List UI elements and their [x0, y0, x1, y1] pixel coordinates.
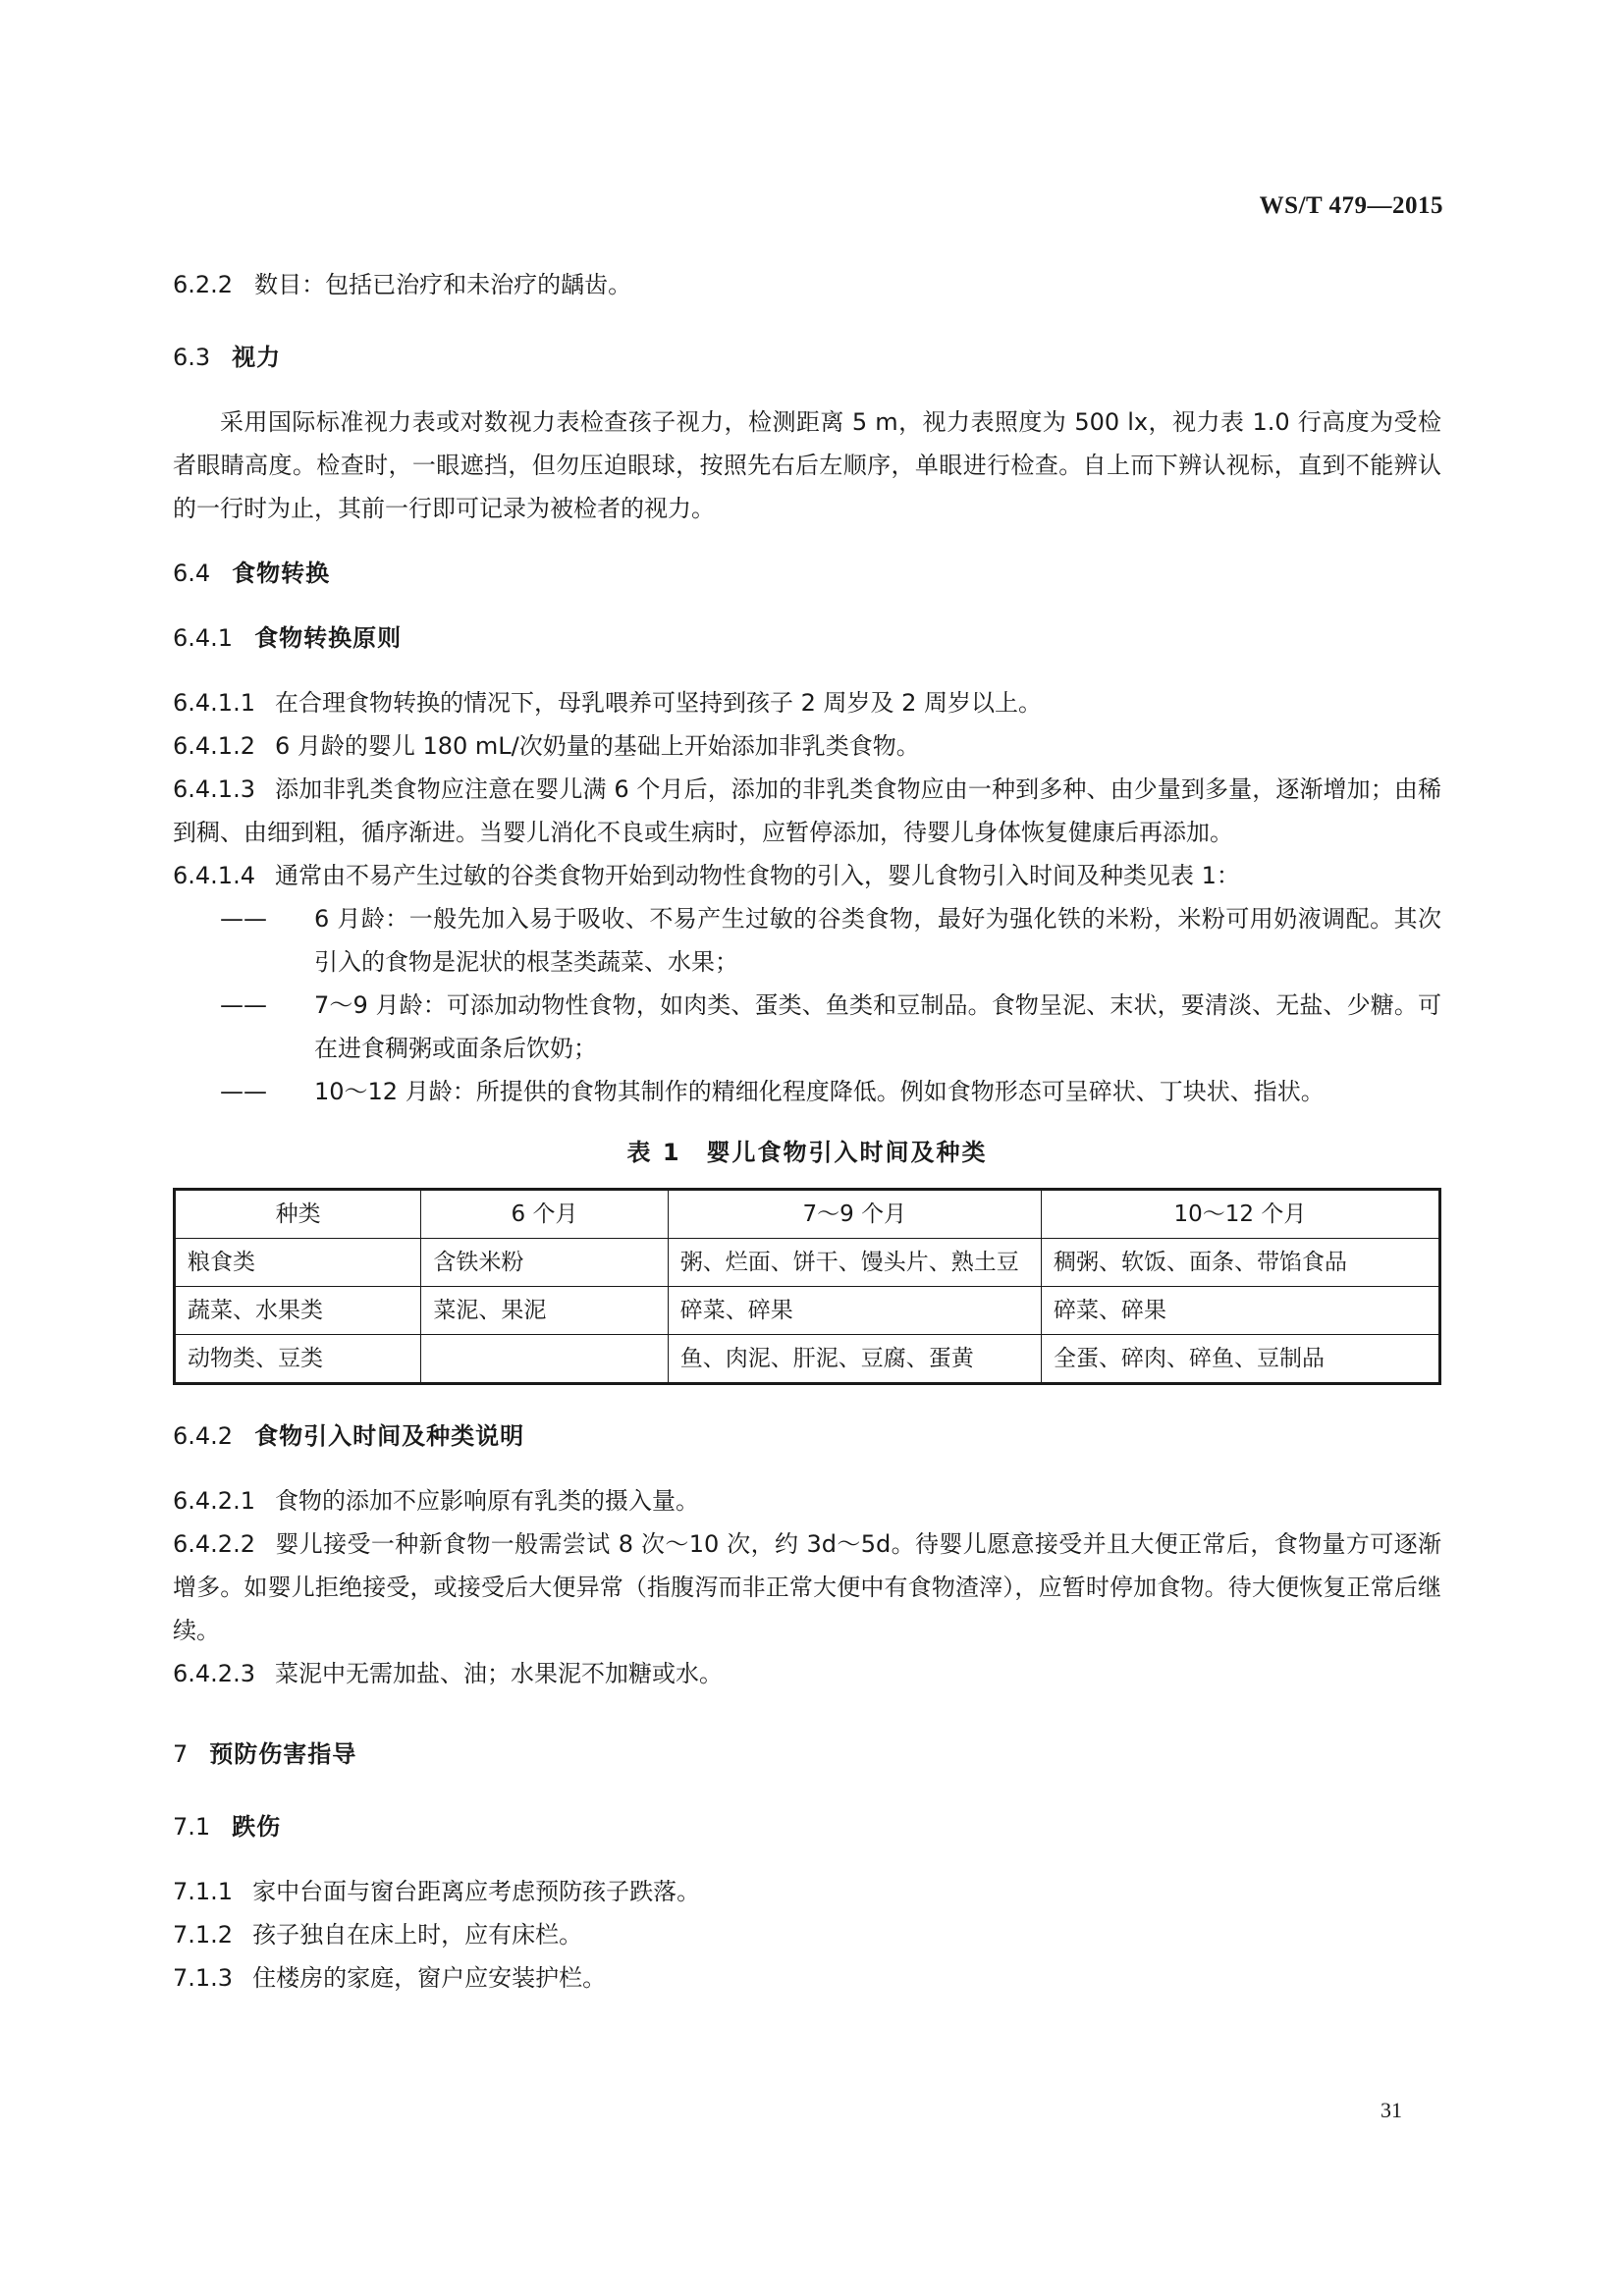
clause-number: 6.4.1.2	[173, 732, 255, 760]
document-code: WS/T 479—2015	[1259, 192, 1443, 219]
clause-number: 6.4.2.3	[173, 1660, 255, 1687]
clause-text: 食物的添加不应影响原有乳类的摄入量。	[274, 1487, 699, 1515]
clause-6-4-1-4	[173, 854, 1441, 897]
clause-text: 在合理食物转换的情况下，母乳喂养可坚持到孩子 2 周岁及 2 周岁以上。	[274, 689, 1043, 717]
clause-number: 6.4.1.1	[173, 689, 255, 717]
section-title: 食物引入时间及种类说明	[254, 1422, 525, 1450]
clause-text: 菜泥中无需加盐、油；水果泥不加糖或水。	[274, 1660, 723, 1687]
table-cell: 动物类、豆类	[175, 1335, 421, 1384]
table-cell: 稠粥、软饭、面条、带馅食品	[1041, 1239, 1439, 1287]
table-header-row	[175, 1190, 1440, 1239]
section-6-4-2-heading	[173, 1415, 1441, 1458]
clause-number: 7.1.2	[173, 1921, 234, 1949]
list-item	[220, 1070, 1441, 1113]
section-7-heading	[173, 1733, 1441, 1776]
list-item-text: 6 月龄：一般先加入易于吸收、不易产生过敏的谷类食物，最好为强化铁的米粉，米粉可用奶液调配。其次引入的食物是泥状的根茎类蔬菜、水果；	[314, 905, 1441, 976]
list-item	[220, 897, 1441, 984]
clause-7-1-3	[173, 1956, 1441, 2000]
table-cell: 粮食类	[175, 1239, 421, 1287]
column-header: 种类	[175, 1190, 421, 1239]
table-caption: 表 1 婴儿食物引入时间及种类	[626, 1139, 988, 1166]
clause-6-4-1-1	[173, 681, 1441, 724]
clause-6-4-2-1	[173, 1479, 1441, 1522]
clause-text: 家中台面与窗台距离应考虑预防孩子跌落。	[252, 1878, 701, 1905]
clause-text: 数目：包括已治疗和未治疗的龋齿。	[254, 271, 632, 298]
column-header: 6 个月	[421, 1190, 668, 1239]
clause-number: 6.4.2.2	[173, 1530, 255, 1558]
clause-text: 添加非乳类食物应注意在婴儿满 6 个月后，添加的非乳类食物应由一种到多种、由少量到多量，逐渐增加；由稀到稠、由细到粗，循序渐进。当婴儿消化不良或生病时，应暂停添加，待婴儿身体恢复健康后再添加。	[173, 775, 1441, 846]
clause-number: 7.1.1	[173, 1878, 234, 1905]
table-cell: 菜泥、果泥	[421, 1287, 668, 1335]
table-cell: 蔬菜、水果类	[175, 1287, 421, 1335]
clause-text: 孩子独自在床上时，应有床栏。	[252, 1921, 583, 1949]
section-title: 食物转换原则	[254, 624, 403, 652]
section-number: 6.4.2	[173, 1422, 234, 1450]
dash-marker: ——	[220, 1078, 267, 1105]
section-number: 7	[173, 1740, 189, 1768]
section-number: 6.4	[173, 560, 211, 587]
clause-text: 住楼房的家庭，窗户应安装护栏。	[252, 1964, 607, 1992]
clause-number: 6.4.1.4	[173, 862, 255, 889]
food-introduction-table	[173, 1188, 1441, 1385]
dash-marker: ——	[220, 905, 267, 933]
page-number: 31	[1380, 2098, 1402, 2122]
clause-7-1-2	[173, 1913, 1441, 1956]
table-row	[175, 1287, 1440, 1335]
table-row	[175, 1335, 1440, 1384]
clause-6-4-2-3	[173, 1652, 1441, 1695]
section-number: 6.3	[173, 344, 211, 371]
section-title: 跌伤	[232, 1813, 282, 1841]
table-cell: 碎菜、碎果	[1041, 1287, 1439, 1335]
clause-6-4-2-2	[173, 1522, 1441, 1652]
clause-6-4-1-2	[173, 724, 1441, 768]
clause-text: 6 月龄的婴儿 180 mL/次奶量的基础上开始添加非乳类食物。	[274, 732, 920, 760]
clause-text: 通常由不易产生过敏的谷类食物开始到动物性食物的引入，婴儿食物引入时间及种类见表 1：	[274, 862, 1240, 889]
clause-6-2-2	[173, 263, 1441, 306]
table-cell: 碎菜、碎果	[668, 1287, 1041, 1335]
dash-marker: ——	[220, 991, 267, 1019]
table-cell: 粥、烂面、饼干、馒头片、熟土豆	[668, 1239, 1041, 1287]
section-6-4-heading	[173, 552, 1441, 595]
document-body	[173, 263, 1441, 2000]
table-row	[175, 1239, 1440, 1287]
section-title: 预防伤害指导	[209, 1740, 357, 1768]
clause-number: 6.2.2	[173, 271, 234, 298]
section-6-3-heading	[173, 336, 1441, 379]
section-title: 食物转换	[232, 560, 331, 587]
section-6-3-paragraph: 采用国际标准视力表或对数视力表检查孩子视力，检测距离 5 m，视力表照度为 500 lx，视力表 1.0 行高度为受检者眼睛高度。检查时，一眼遮挡，但勿压迫眼球，按照先右后左顺序，单眼进行检查。自上而下辨认视标，直到不能辨认的一行时为止，其前一行即可记录为被检者的视力。	[173, 408, 1441, 522]
section-title: 视力	[232, 344, 282, 371]
section-number: 7.1	[173, 1813, 211, 1841]
clause-number: 7.1.3	[173, 1964, 234, 1992]
list-item-text: 7～9 月龄：可添加动物性食物，如肉类、蛋类、鱼类和豆制品。食物呈泥、末状，要清淡、无盐、少糖。可在进食稠粥或面条后饮奶；	[314, 991, 1441, 1062]
table-cell	[421, 1335, 668, 1384]
clause-7-1-1	[173, 1870, 1441, 1913]
list-item	[220, 984, 1441, 1070]
section-6-4-1-heading	[173, 616, 1441, 660]
section-7-1-heading	[173, 1805, 1441, 1848]
clause-text: 婴儿接受一种新食物一般需尝试 8 次～10 次，约 3d～5d。待婴儿愿意接受并且大便正常后，食物量方可逐渐增多。如婴儿拒绝接受，或接受后大便异常（指腹泻而非正常大便中有食物渣滓），应暂时停加食物。待大便恢复正常后继续。	[173, 1530, 1441, 1644]
clause-6-4-1-3	[173, 768, 1441, 854]
column-header: 10～12 个月	[1041, 1190, 1439, 1239]
table-cell: 含铁米粉	[421, 1239, 668, 1287]
clause-number: 6.4.2.1	[173, 1487, 255, 1515]
list-item-text: 10～12 月龄：所提供的食物其制作的精细化程度降低。例如食物形态可呈碎状、丁块状、指状。	[314, 1078, 1325, 1105]
table-cell: 全蛋、碎肉、碎鱼、豆制品	[1041, 1335, 1439, 1384]
clause-number: 6.4.1.3	[173, 775, 255, 803]
section-number: 6.4.1	[173, 624, 234, 652]
column-header: 7～9 个月	[668, 1190, 1041, 1239]
table-cell: 鱼、肉泥、肝泥、豆腐、蛋黄	[668, 1335, 1041, 1384]
